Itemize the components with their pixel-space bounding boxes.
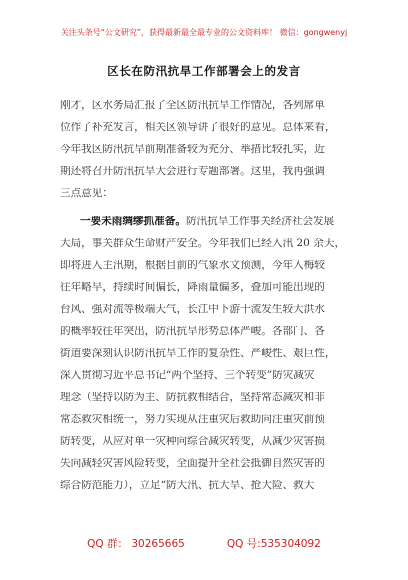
paragraph2-line-4: 往年略早，持续时间偏长，降雨量偏多，叠加可能出现的 <box>60 282 325 293</box>
footer-qq-number: QQ 号:535304092 <box>226 538 321 550</box>
paragraph2-line-10: 常态救灾相统一，努力实现从注重灾后救助向注重灾前预 <box>60 414 325 425</box>
paragraph2-line-2: 大局，事关群众生命财产安全。今年我们已经入汛 20 余天， <box>60 238 346 249</box>
page-title: 区长在防汛抗旱工作部署会上的发言 <box>107 64 301 78</box>
paragraph2-lead: 一要未雨绸缪抓准备。 <box>80 216 186 227</box>
paragraph2-line-7: 街道要深刻认识防汛抗旱工作的复杂性、严峻性、艰巨性， <box>60 348 336 359</box>
paragraph2-line-1-text: 防汛抗旱工作事关经济社会发展 <box>185 216 335 227</box>
footer-contact <box>0 536 408 551</box>
paragraph1-line-1: 刚才，区水务局汇报了全区防汛抗旱工作情况，各列席单 <box>60 100 325 111</box>
paragraph1-line-4: 期还将召开防汛抗旱大会进行专题部署。这里，我再强调 <box>60 166 325 177</box>
paragraph1-line-2: 位作了补充发言，相关区领导讲了很好的意见。总体来看， <box>60 122 336 133</box>
paragraph1-line-3: 今年我区防汛抗旱前期准备较为充分、举措比较扎实，近 <box>60 144 325 155</box>
paragraph2-line-1 <box>80 216 358 227</box>
paragraph2-line-3: 即将进入主汛期，根据目前的气象水文预测，今年入梅较 <box>60 260 325 271</box>
paragraph2-line-9: 理念（坚持以防为主、防抗救相结合，坚持常态减灾和非 <box>60 392 325 403</box>
paragraph2-line-8: 深入贯彻习近平总书记“两个坚持、三个转变”防灾减灾 <box>60 370 315 381</box>
paragraph1-line-5: 三点意见： <box>60 188 113 199</box>
paragraph2-line-5: 台风、强对流等极端天气，长江中下游干流发生较大洪水 <box>60 304 325 315</box>
paragraph2-line-11: 防转变，从应对单一灾种向综合减灾转变，从减少灾害损 <box>60 436 325 447</box>
paragraph2-line-6: 的概率较往年突出，防汛抗旱形势总体严峻。各部门、各 <box>60 326 325 337</box>
paragraph2-line-13: 综合防范能力），立足“防大汛、抗大旱、抢大险、救大 <box>60 480 315 491</box>
paragraph2-line-12: 失向减轻灾害风险转变，全面提升全社会抵御自然灾害的 <box>60 458 325 469</box>
footer-qq-group: QQ 群： 30265665 <box>87 538 185 550</box>
header-banner: 关注头条号“公文研究”，获得最新最全最专业的公文资料库！ 微信：gongwenyj <box>60 28 348 37</box>
